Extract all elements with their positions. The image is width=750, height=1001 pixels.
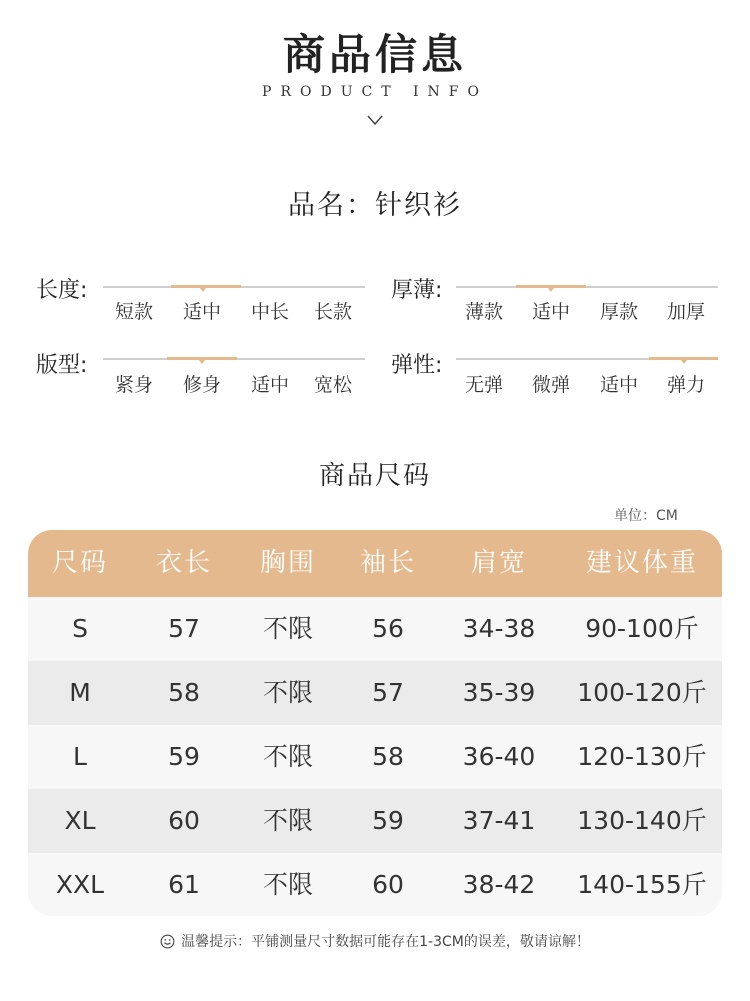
table-cell: M [69, 678, 91, 707]
attr-scale-length [103, 286, 365, 288]
table-cell: 34-38 [462, 614, 536, 643]
attr-option: 适中 [531, 301, 570, 323]
attr-label-elasticity: 弹性: [391, 353, 443, 378]
note-text: 温馨提示：平铺测量尺寸数据可能存在1-3CM的误差，敬请谅解！ [181, 934, 590, 950]
chevron-down-icon [365, 112, 385, 128]
table-cell: 56 [372, 614, 404, 643]
header-cell: 袖长 [359, 548, 416, 578]
attr-option: 短款 [114, 301, 153, 323]
table-row [28, 597, 722, 661]
size-table-header [28, 530, 722, 597]
table-row [28, 789, 722, 853]
attr-option: 长款 [313, 301, 352, 323]
attr-option: 适中 [250, 374, 289, 396]
table-cell: 61 [168, 870, 200, 899]
table-cell: 57 [168, 614, 200, 643]
table-row [28, 725, 722, 789]
size-chart-unit: 单位：CM [614, 508, 678, 524]
table-cell: 100-120斤 [577, 678, 707, 707]
header-cell: 胸围 [259, 548, 316, 578]
attr-scale-elasticity [456, 358, 718, 360]
table-cell: 不限 [262, 678, 313, 707]
attr-option: 弹力 [666, 374, 705, 396]
table-cell: 58 [168, 678, 200, 707]
attr-option: 加厚 [666, 301, 705, 323]
table-cell: 不限 [262, 806, 313, 835]
page-title: 商品信息 [282, 30, 467, 79]
attr-tick [200, 288, 206, 292]
attr-label-length: 长度: [36, 278, 88, 303]
attr-option: 无弹 [464, 374, 503, 396]
attr-option: 中长 [250, 301, 289, 323]
table-cell: 90-100斤 [585, 614, 699, 643]
header-cell: 尺码 [51, 548, 108, 578]
attr-option: 适中 [182, 301, 221, 323]
attr-option: 适中 [599, 374, 638, 396]
attr-label-fit: 版型: [36, 353, 88, 378]
table-cell: 36-40 [462, 742, 536, 771]
table-cell: 不限 [262, 742, 313, 771]
attr-option: 紧身 [114, 374, 153, 396]
product-name: 品名：针织衫 [288, 190, 462, 221]
table-row [28, 661, 722, 725]
table-cell: XL [64, 806, 96, 835]
header-cell: 建议体重 [585, 548, 698, 578]
table-cell: 58 [372, 742, 404, 771]
table-cell: S [72, 614, 88, 643]
table-cell: 130-140斤 [577, 806, 707, 835]
attr-highlight-length [171, 285, 241, 288]
attr-option: 微弹 [531, 374, 570, 396]
attr-scale-thickness [456, 286, 718, 288]
page-subtitle: PRODUCT INFO [262, 84, 488, 100]
table-cell: XXL [55, 870, 105, 899]
attr-tick [548, 288, 554, 292]
attr-option: 厚款 [599, 301, 638, 323]
table-cell: 37-41 [462, 806, 536, 835]
table-cell: 35-39 [462, 678, 536, 707]
table-cell: 60 [372, 870, 404, 899]
table-cell: 不限 [262, 614, 313, 643]
attr-option: 修身 [182, 374, 221, 396]
table-cell: 120-130斤 [577, 742, 707, 771]
table-cell: 140-155斤 [577, 870, 707, 899]
table-row [28, 853, 722, 916]
header-cell: 肩宽 [470, 548, 527, 578]
table-cell: 38-42 [462, 870, 536, 899]
attr-tick [199, 360, 205, 364]
table-cell: 59 [372, 806, 404, 835]
attr-tick [681, 360, 687, 364]
size-table [28, 530, 722, 916]
measurement-note [0, 931, 750, 951]
smile-icon [160, 934, 175, 949]
table-cell: L [73, 742, 87, 771]
header-cell: 衣长 [155, 548, 212, 578]
size-chart-title: 商品尺码 [318, 461, 431, 491]
attr-option: 薄款 [464, 301, 503, 323]
table-cell: 57 [372, 678, 404, 707]
attr-option: 宽松 [313, 374, 352, 396]
table-cell: 不限 [262, 870, 313, 899]
attr-scale-fit [103, 358, 365, 360]
table-cell: 59 [168, 742, 200, 771]
table-cell: 60 [168, 806, 200, 835]
attr-label-thickness: 厚薄: [391, 278, 443, 303]
